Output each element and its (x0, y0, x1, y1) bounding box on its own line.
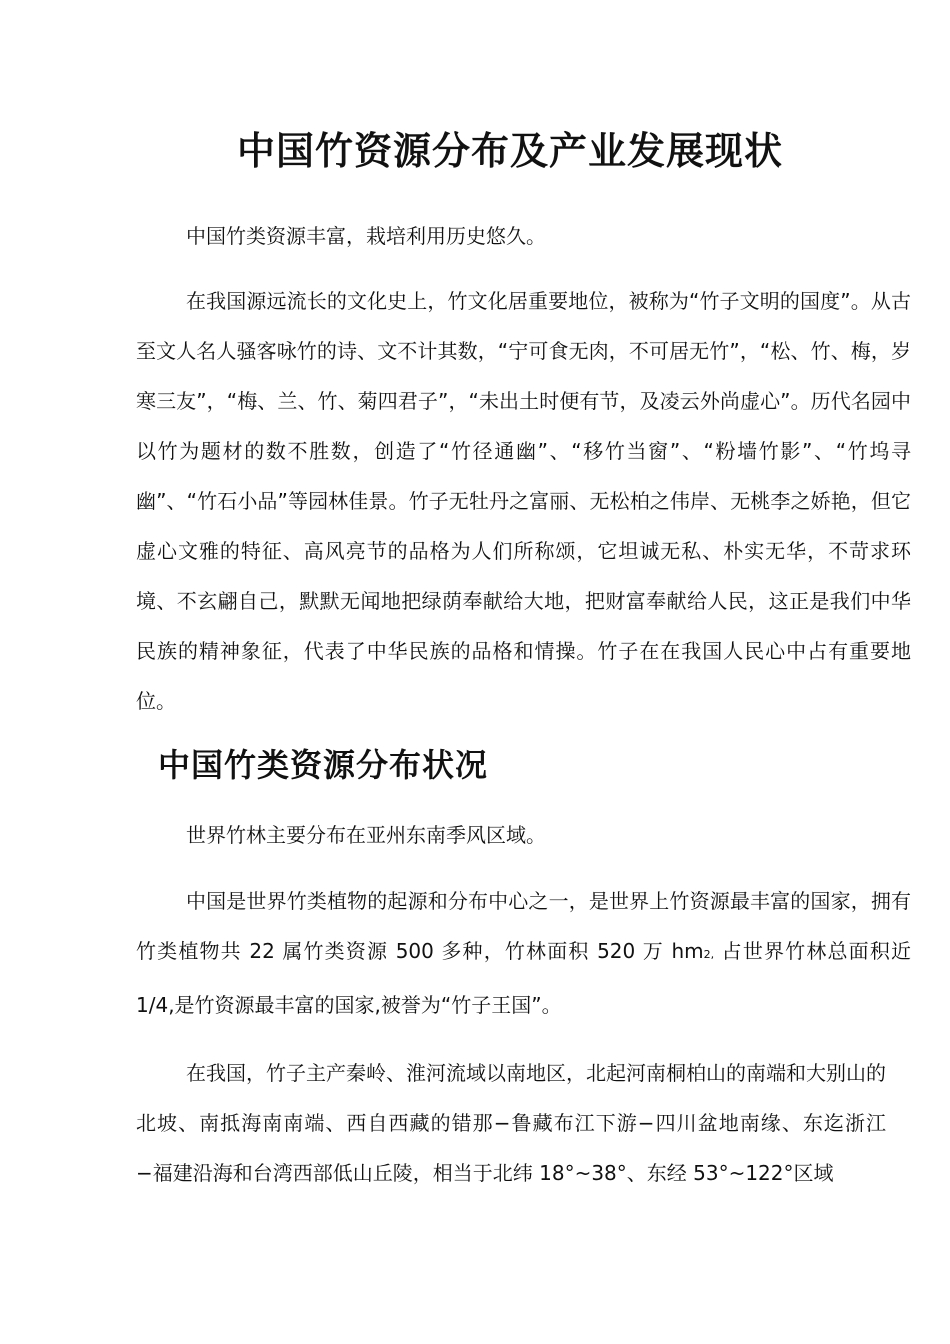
document-title: 中国竹资源分布及产业发展现状 (236, 129, 783, 173)
world-paragraph: 世界竹林主要分布在亚州东南季风区域。 (186, 823, 546, 847)
area-unit-superscript: 2, (703, 948, 715, 961)
culture-paragraph: 在我国源远流长的文化史上，竹文化居重要地位，被称为“竹子文明的国度”。从古至文人名人骚客咏竹的诗、文不计其数，“宁可食无肉，不可居无竹”，“松、竹、梅，岁寒三友”，“梅、兰、竹、菊四君子”，“未出土时便有节，及凌云外尚虚心”。历代名园中以竹为题材的数不胜数，创造了“竹径通幽”、“移竹当窗”、“粉墙竹影”、“竹坞寻幽”、“竹石小品”等园林佳景。竹子无牡丹之富丽、无松柏之伟岸、无桃李之娇艳，但它虚心文雅的特征、高风亮节的品格为人们所称颂，它坦诚无私、朴实无华，不苛求环境、不玄翩自己，默默无闻地把绿荫奉献给大地，把财富奉献给人民，这正是我们中华民族的精神象征，代表了中华民族的品格和情操。竹子在在我国人民心中占有重要地位。 (136, 289, 911, 713)
section-heading: 中国竹类资源分布状况 (158, 746, 489, 784)
china-paragraph-text-1: 中国是世界竹类植物的起源和分布中心之一，是世界上竹资源最丰富的国家，拥有竹类植物共 22 属竹类资源 500 多种，竹林面积 520 万 hm (136, 889, 911, 963)
china-paragraph-text-2: 占世界竹林总面积近 1/4,是竹资源最丰富的国家,被誉为“竹子王国”。 (136, 939, 911, 1017)
intro-paragraph: 中国竹类资源丰富，栽培利用历史悠久。 (186, 224, 546, 248)
china-paragraph (136, 876, 911, 1030)
range-paragraph: 在我国，竹子主产秦岭、淮河流域以南地区，北起河南桐柏山的南端和大别山的北坡、南抵海南南端、西自西藏的错那−鲁藏布江下游−四川盆地南缘、东迄浙江−福建沿海和台湾西部低山丘陵，相当于北纬 18°~38°、东经 53°~122°区域 (136, 1061, 886, 1185)
